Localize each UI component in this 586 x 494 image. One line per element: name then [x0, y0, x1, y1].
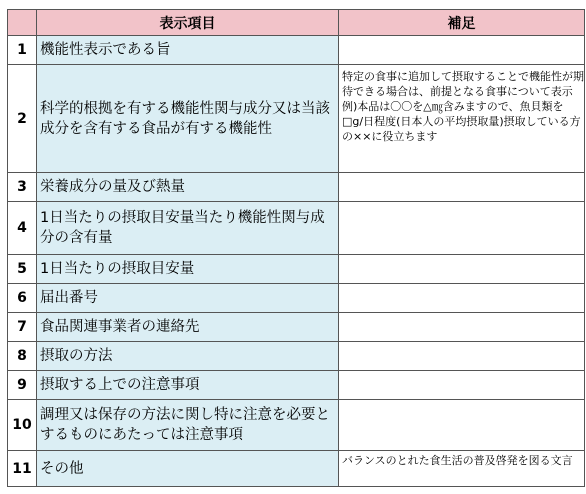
- table-row: [8, 65, 585, 173]
- row-note: [339, 284, 585, 313]
- row-note: [339, 202, 585, 255]
- row-item: 調理又は保存の方法に関し特に注意を必要とするものにあたっては注意事項: [37, 400, 339, 451]
- row-note: [339, 65, 585, 173]
- header-number-cell: [8, 10, 37, 36]
- row-note: [339, 173, 585, 202]
- table-row: [8, 255, 585, 284]
- row-number: 11: [8, 451, 37, 487]
- row-item: 機能性表示である旨: [37, 36, 339, 65]
- table-row: [8, 313, 585, 342]
- row-number: 1: [8, 36, 37, 65]
- row-item: 食品関連事業者の連絡先: [37, 313, 339, 342]
- table-row: [8, 284, 585, 313]
- row-item: 届出番号: [37, 284, 339, 313]
- row-item: 摂取の方法: [37, 342, 339, 371]
- row-note: [339, 400, 585, 451]
- table-row: [8, 202, 585, 255]
- row-item: 1日当たりの摂取目安量当たり機能性関与成分の含有量: [37, 202, 339, 255]
- labeling-items-table: [7, 9, 585, 487]
- row-note: [339, 371, 585, 400]
- table-row: [8, 173, 585, 202]
- row-number: 5: [8, 255, 37, 284]
- row-note: バランスのとれた食生活の普及啓発を図る文言: [339, 451, 585, 487]
- row-note: [339, 255, 585, 284]
- row-item: 1日当たりの摂取目安量: [37, 255, 339, 284]
- header-note: 補足: [339, 10, 585, 36]
- header-item: 表示項目: [37, 10, 339, 36]
- row-number: 10: [8, 400, 37, 451]
- row-number: 9: [8, 371, 37, 400]
- row-number: 8: [8, 342, 37, 371]
- table-row: [8, 371, 585, 400]
- row-number: 6: [8, 284, 37, 313]
- row-item: 摂取する上での注意事項: [37, 371, 339, 400]
- row-note: [339, 313, 585, 342]
- row-note-text: 特定の食事に追加して摂取することで機能性が期待できる場合は、前提となる食事について表示 例)本品は〇〇を△㎎含みますので、魚貝類を□g/日程度(日本人の平均摂取量)摂取している方の××に役立ちます: [342, 70, 584, 143]
- row-number: 3: [8, 173, 37, 202]
- row-item: その他: [37, 451, 339, 487]
- table-header-row: [8, 10, 585, 36]
- row-note: [339, 342, 585, 371]
- row-item: 栄養成分の量及び熱量: [37, 173, 339, 202]
- row-number: 7: [8, 313, 37, 342]
- table-row: [8, 36, 585, 65]
- row-number: 4: [8, 202, 37, 255]
- table-row: [8, 451, 585, 487]
- row-number: 2: [8, 65, 37, 173]
- row-note: [339, 36, 585, 65]
- table-wrapper: [7, 9, 585, 487]
- table-row: [8, 342, 585, 371]
- table-row: [8, 400, 585, 451]
- row-item: 科学的根拠を有する機能性関与成分又は当該成分を含有する食品が有する機能性: [37, 65, 339, 173]
